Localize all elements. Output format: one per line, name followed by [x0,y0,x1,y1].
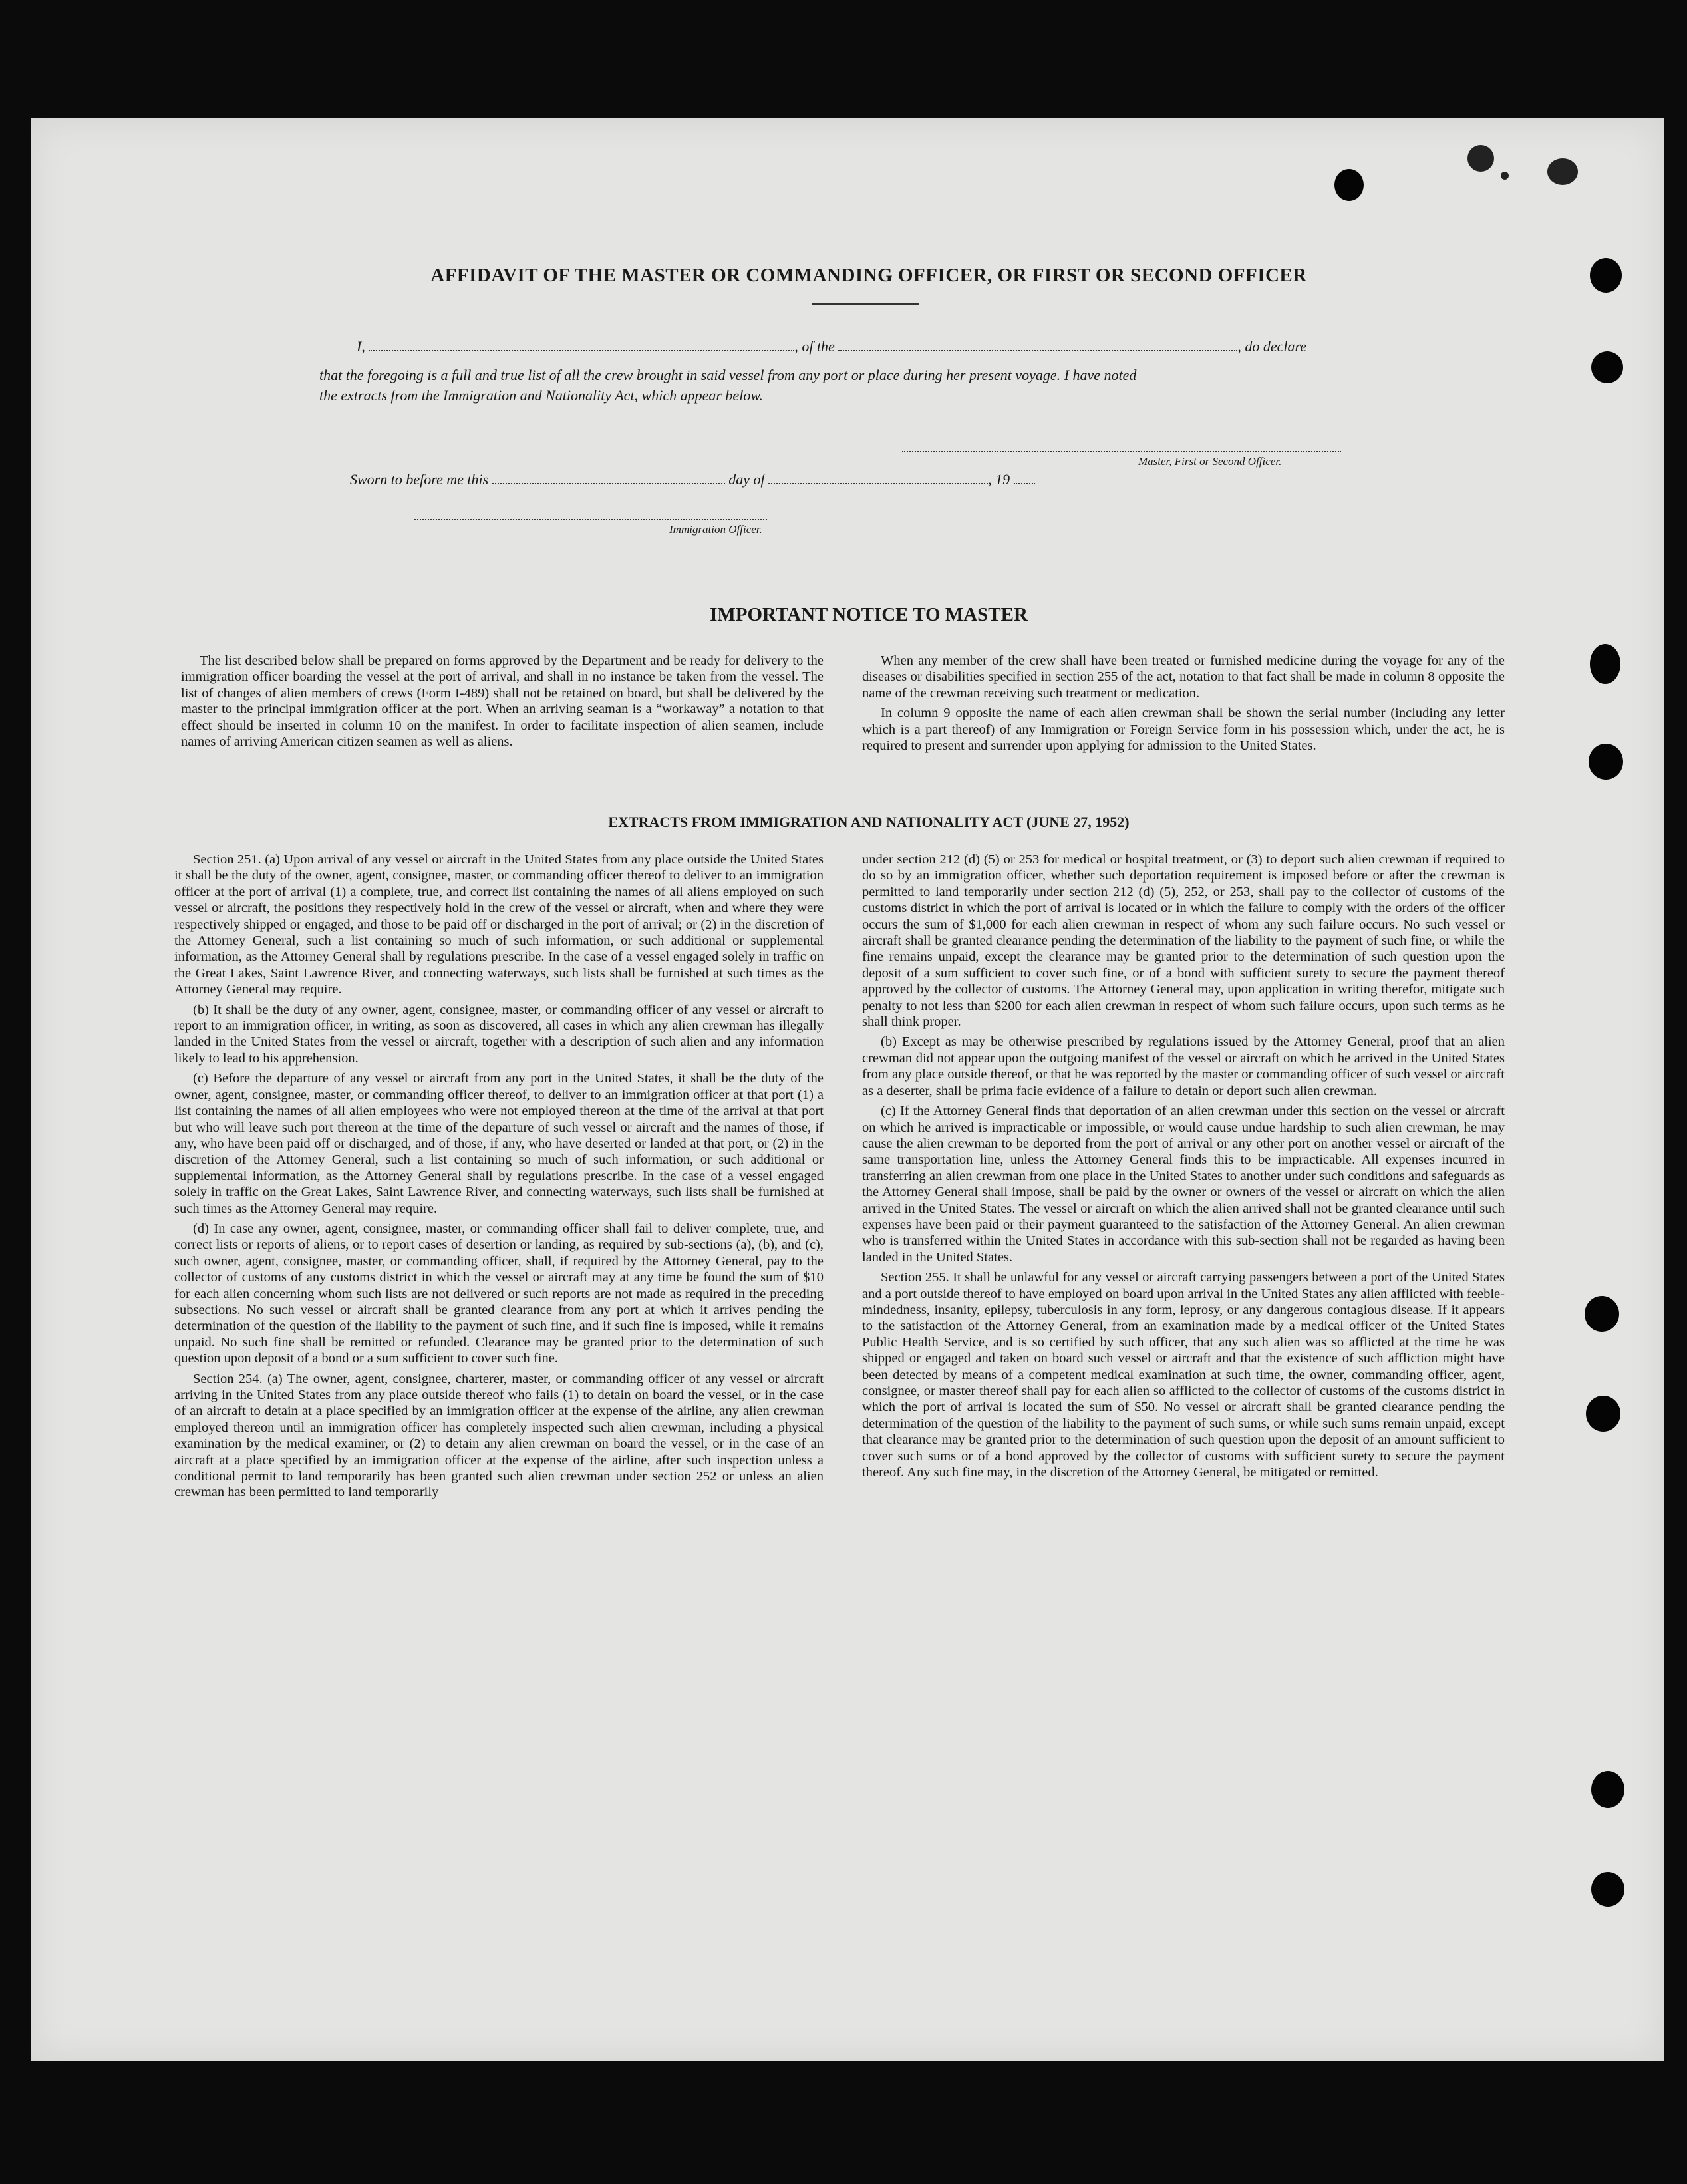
notice-left-column [181,653,824,754]
punch-hole [1586,1396,1620,1432]
day-of-label: day of [728,471,765,488]
section-254-c: (c) If the Attorney General finds that deportation of an alien crewman under this section on the vessel or aircraft on which he arrived is impracticable or impossible, or would cause undue hardship to such alien crewman, he may cause the alien crewman to be deported from the port of arrival or any other port on another vessel or aircraft of the same transportation line, unless the Attorney General finds this to be impracticable. All expenses incurred in transferring an alien crewman from one place in the United States to another under such conditions and safeguards as the Attorney General shall impose, shall be paid by the owner or owners of the vessel or aircraft on which the alien arrived in the United States. The vessel or aircraft on which the alien arrived shall not be granted clearance until such expenses have been paid or their payment guaranteed to the satisfaction of the Attorney General. An alien crewman who is transferred within the United States in accordance with this sub-section shall not be regarded as having been landed in the United States. [862,1104,1505,1265]
section-251-b: (b) It shall be the duty of any owner, agent, consignee, master, or commanding officer of any vessel or aircraft to report to an immigration officer, in writing, as soon as discovered, all cases in which any alien crewman has illegally landed in the United States from the vessel or aircraft, together with a description of such alien and any information likely to lead to his apprehension. [174,1002,824,1066]
sworn-line [350,471,1035,488]
officer-signature-caption: Immigration Officer. [669,523,762,536]
punch-hole [1334,169,1364,201]
sworn-day-field[interactable] [492,472,725,484]
declaration-line-1: that the foregoing is a full and true list of all the crew brought in said vessel from any port or place during her present voyage. I have noted [319,367,1137,383]
notice-heading: IMPORTANT NOTICE TO MASTER [710,604,1028,625]
sworn-month-field[interactable] [768,472,988,484]
notice-right-paragraph-2: In column 9 opposite the name of each alien crewman shall be shown the serial number (including any letter which is a part thereof) of any Immigration or Foreign Service form in his possession which, under the act, he is required to present and surrender upon applying for admission to the United States. [862,706,1505,754]
punch-hole [1590,258,1622,293]
notice-left-paragraph: The list described below shall be prepared on forms approved by the Department and be ready for delivery to the immigration officer boarding the vessel at the port of arrival, and shall in no instance be taken from the vessel. The list of changes of alien members of crews (Form I-489) shall not be retained on board, but shall be delivered by the master to the principal immigration officer at the port. When an arriving seaman is a “workaway” a notation to that effect should be inserted in column 10 on the manifest. In order to facilitate inspection of alien seamen, include names of arriving American citizen seamen as well as aliens. [181,653,824,750]
year-label: , 19 [988,471,1010,488]
section-255: Section 255. It shall be unlawful for any vessel or aircraft carrying passengers between a port of the United States and a port outside thereof to have employed on board upon arrival in the United States any alien afflicted with feeble-mindedness, insanity, epilepsy, tuberculosis in any form, leprosy, or any dangerous contagious disease. If it appears to the satisfaction of the Attorney General, from an examination made by a medical officer of the United States Public Health Service, and is so certified by such officer, that any such alien was so afflicted at the time he was shipped or engaged and taken on board such vessel or aircraft and that the existence of such affliction might have been detected by means of a competent medical examination at such time, the owner, commanding officer, agent, consignee, or master thereof shall pay for each alien so afflicted to the collector of customs of the customs district in which the port of arrival is located the sum of $50. No vessel or aircraft shall be granted clearance pending the determination of the question of the liability to the payment of such sums, or while such sums remain unpaid, except that clearance may be granted prior to the determination of such question upon the deposit of an amount sufficient to cover such sums or of a bond approved by the collector of customs with sufficient surety to secure the payment thereof. Any such fine may, in the discretion of the Attorney General, be mitigated or remitted. [862,1270,1505,1480]
sworn-year-field[interactable] [1014,472,1035,484]
section-251-d: (d) In case any owner, agent, consignee, master, or commanding officer shall fail to deliver complete, true, and correct lists or reports of aliens, or to report cases of desertion or landing, as required by sub-sections (a), (b), and (c), such owner, agent, consignee, master, or commanding officer, shall, if required by the Attorney General, pay to the collector of customs of any customs district in which the vessel or aircraft may at any time be found the sum of $10 for each alien concerning whom such lists are not delivered or such reports are not made as required in the preceding subsections. No such vessel or aircraft shall be granted clearance from any port at which it arrives pending the determination of the question of the liability to the payment of such fine, and if such fine is imposed, while it remains unpaid. No such fine shall be remitted or refunded. Clearance may be granted prior to the determination of such question upon deposit of a bond or a sum sufficient to cover such fine. [174,1221,824,1366]
do-declare-label: , do declare [1237,338,1306,355]
i-label: I, [357,338,365,355]
punch-hole [1589,744,1623,780]
notice-right-column [862,653,1505,758]
punch-hole [1585,1296,1619,1332]
section-251-c: (c) Before the departure of any vessel or aircraft from any port in the United States, it shall be the duty of the owner, agent, consignee, master, or commanding officer thereof, to deliver to an immigration officer at that port (1) a list containing the names of all alien employees who were not employed thereon at the time of the arrival at that port but who will leave such port thereon at the time of the departure of such vessel or aircraft and the names of those, if any, who have been paid off or discharged, and of those, if any, who have deserted or landed at that port, or (2) in the discretion of the Attorney General, such a list containing so much of such information, or such additional or supplemental information, as the Attorney General shall by regulations prescribe. In the case of a vessel engaged solely in traffic on the Great Lakes, Saint Lawrence River, and connecting waterways, such lists shall be furnished at such times as the Attorney General may require. [174,1071,824,1216]
officer-signature-line[interactable] [414,519,767,520]
declarant-line [357,338,1306,355]
section-251-a: Section 251. (a) Upon arrival of any vessel or aircraft in the United States from any place outside the United States it shall be the duty of the owner, agent, consignee, master, or commanding officer thereof to deliver to an immigration officer at the port of arrival (1) a complete, true, and correct list containing the names of all aliens employed on such vessel or aircraft, the positions they respectively hold in the crew of the vessel or aircraft, when and where they were respectively shipped or engaged, and those to be paid off or discharged in the port of arrival; or (2) in the discretion of the Attorney General, such a list containing so much of such information, or such additional or supplemental information, as the Attorney General shall by regulations prescribe. In the case of a vessel engaged solely in traffic on the Great Lakes, Saint Lawrence River, and connecting waterways, such lists shall be furnished at such times as the Attorney General may require. [174,852,824,997]
sworn-label: Sworn to before me this [350,471,489,488]
master-signature-line[interactable] [902,451,1341,452]
notice-right-paragraph-1: When any member of the crew shall have been treated or furnished medicine during the voyage for any of the diseases or disabilities specified in section 255 of the act, notation to that fact shall be made in column 8 opposite the name of the crewman receiving such treatment or medication. [862,653,1505,701]
of-the-label: , of the [794,338,835,355]
punch-hole [1590,644,1620,684]
section-254-a-continued: under section 212 (d) (5) or 253 for medical or hospital treatment, or (3) to deport such alien crewman if required to do so by an immigration officer, whether such deportation requirement is imposed before or after the crewman is permitted to land temporarily under section 212 (d) (5), 252, or 253, shall pay to the collector of customs of the customs district in which the port of arrival is located or in which the failure to comply with the orders of the officer occurs the sum of $1,000 for each alien crewman in respect of whom any such failure occurs. No such vessel or aircraft shall be granted clearance pending the determination of the liability to the payment of such fine, or while the fine remains unpaid, except the clearance may be granted prior to the determination of such question upon the deposit of a sum sufficient to cover such fine, or of a bond with sufficient surety to secure the payment thereof approved by the collector of customs. The Attorney General may, upon application in writing therefor, mitigate such penalty to not less than $200 for each alien crewman in respect of whom such failure occurs, upon such terms as he shall think proper. [862,852,1505,1030]
extracts-heading: EXTRACTS FROM IMMIGRATION AND NATIONALITY ACT (JUNE 27, 1952) [608,814,1130,830]
affidavit-title: AFFIDAVIT OF THE MASTER OR COMMANDING OFFICER, OR FIRST OR SECOND OFFICER [430,265,1307,286]
master-signature-caption: Master, First or Second Officer. [1138,455,1282,468]
document-page [31,118,1664,2061]
declaration-line-2: the extracts from the Immigration and Nationality Act, which appear below. [319,387,763,404]
section-254-a: Section 254. (a) The owner, agent, consignee, charterer, master, or commanding officer of any vessel or aircraft arriving in the United States from any place outside thereof who fails (1) to detain on board the vessel, or in the case of an aircraft to detain at a place specified by an immigration officer at the expense of the airline, any alien crewman employed thereon until an immigration officer has completely inspected such alien crewman, including a physical examination by the medical examiner, or (2) to detain any alien crewman on board the vessel, or in the case of an aircraft at a place specified by an immigration officer at the expense of the airline, after such inspection unless a conditional permit to land temporarily has been granted such alien crewman under section 252 or unless an alien crewman has been permitted to land temporarily [174,1371,824,1500]
punch-hole [1591,1771,1624,1808]
title-divider [812,303,919,305]
vessel-field[interactable] [838,339,1237,351]
extracts-left-column [174,852,824,1505]
extracts-right-column [862,852,1505,1484]
name-field[interactable] [369,339,794,351]
section-254-b: (b) Except as may be otherwise prescribed by regulations issued by the Attorney General, proof that an alien crewman did not appear upon the outgoing manifest of the vessel or aircraft on which he arrived in the United States from any place outside thereof, or that he was reported by the master or commanding officer of such vessel or aircraft as a deserter, shall be prima facie evidence of a failure to detain or deport such alien crewman. [862,1034,1505,1098]
punch-hole [1591,351,1623,383]
punch-hole [1591,1872,1624,1907]
